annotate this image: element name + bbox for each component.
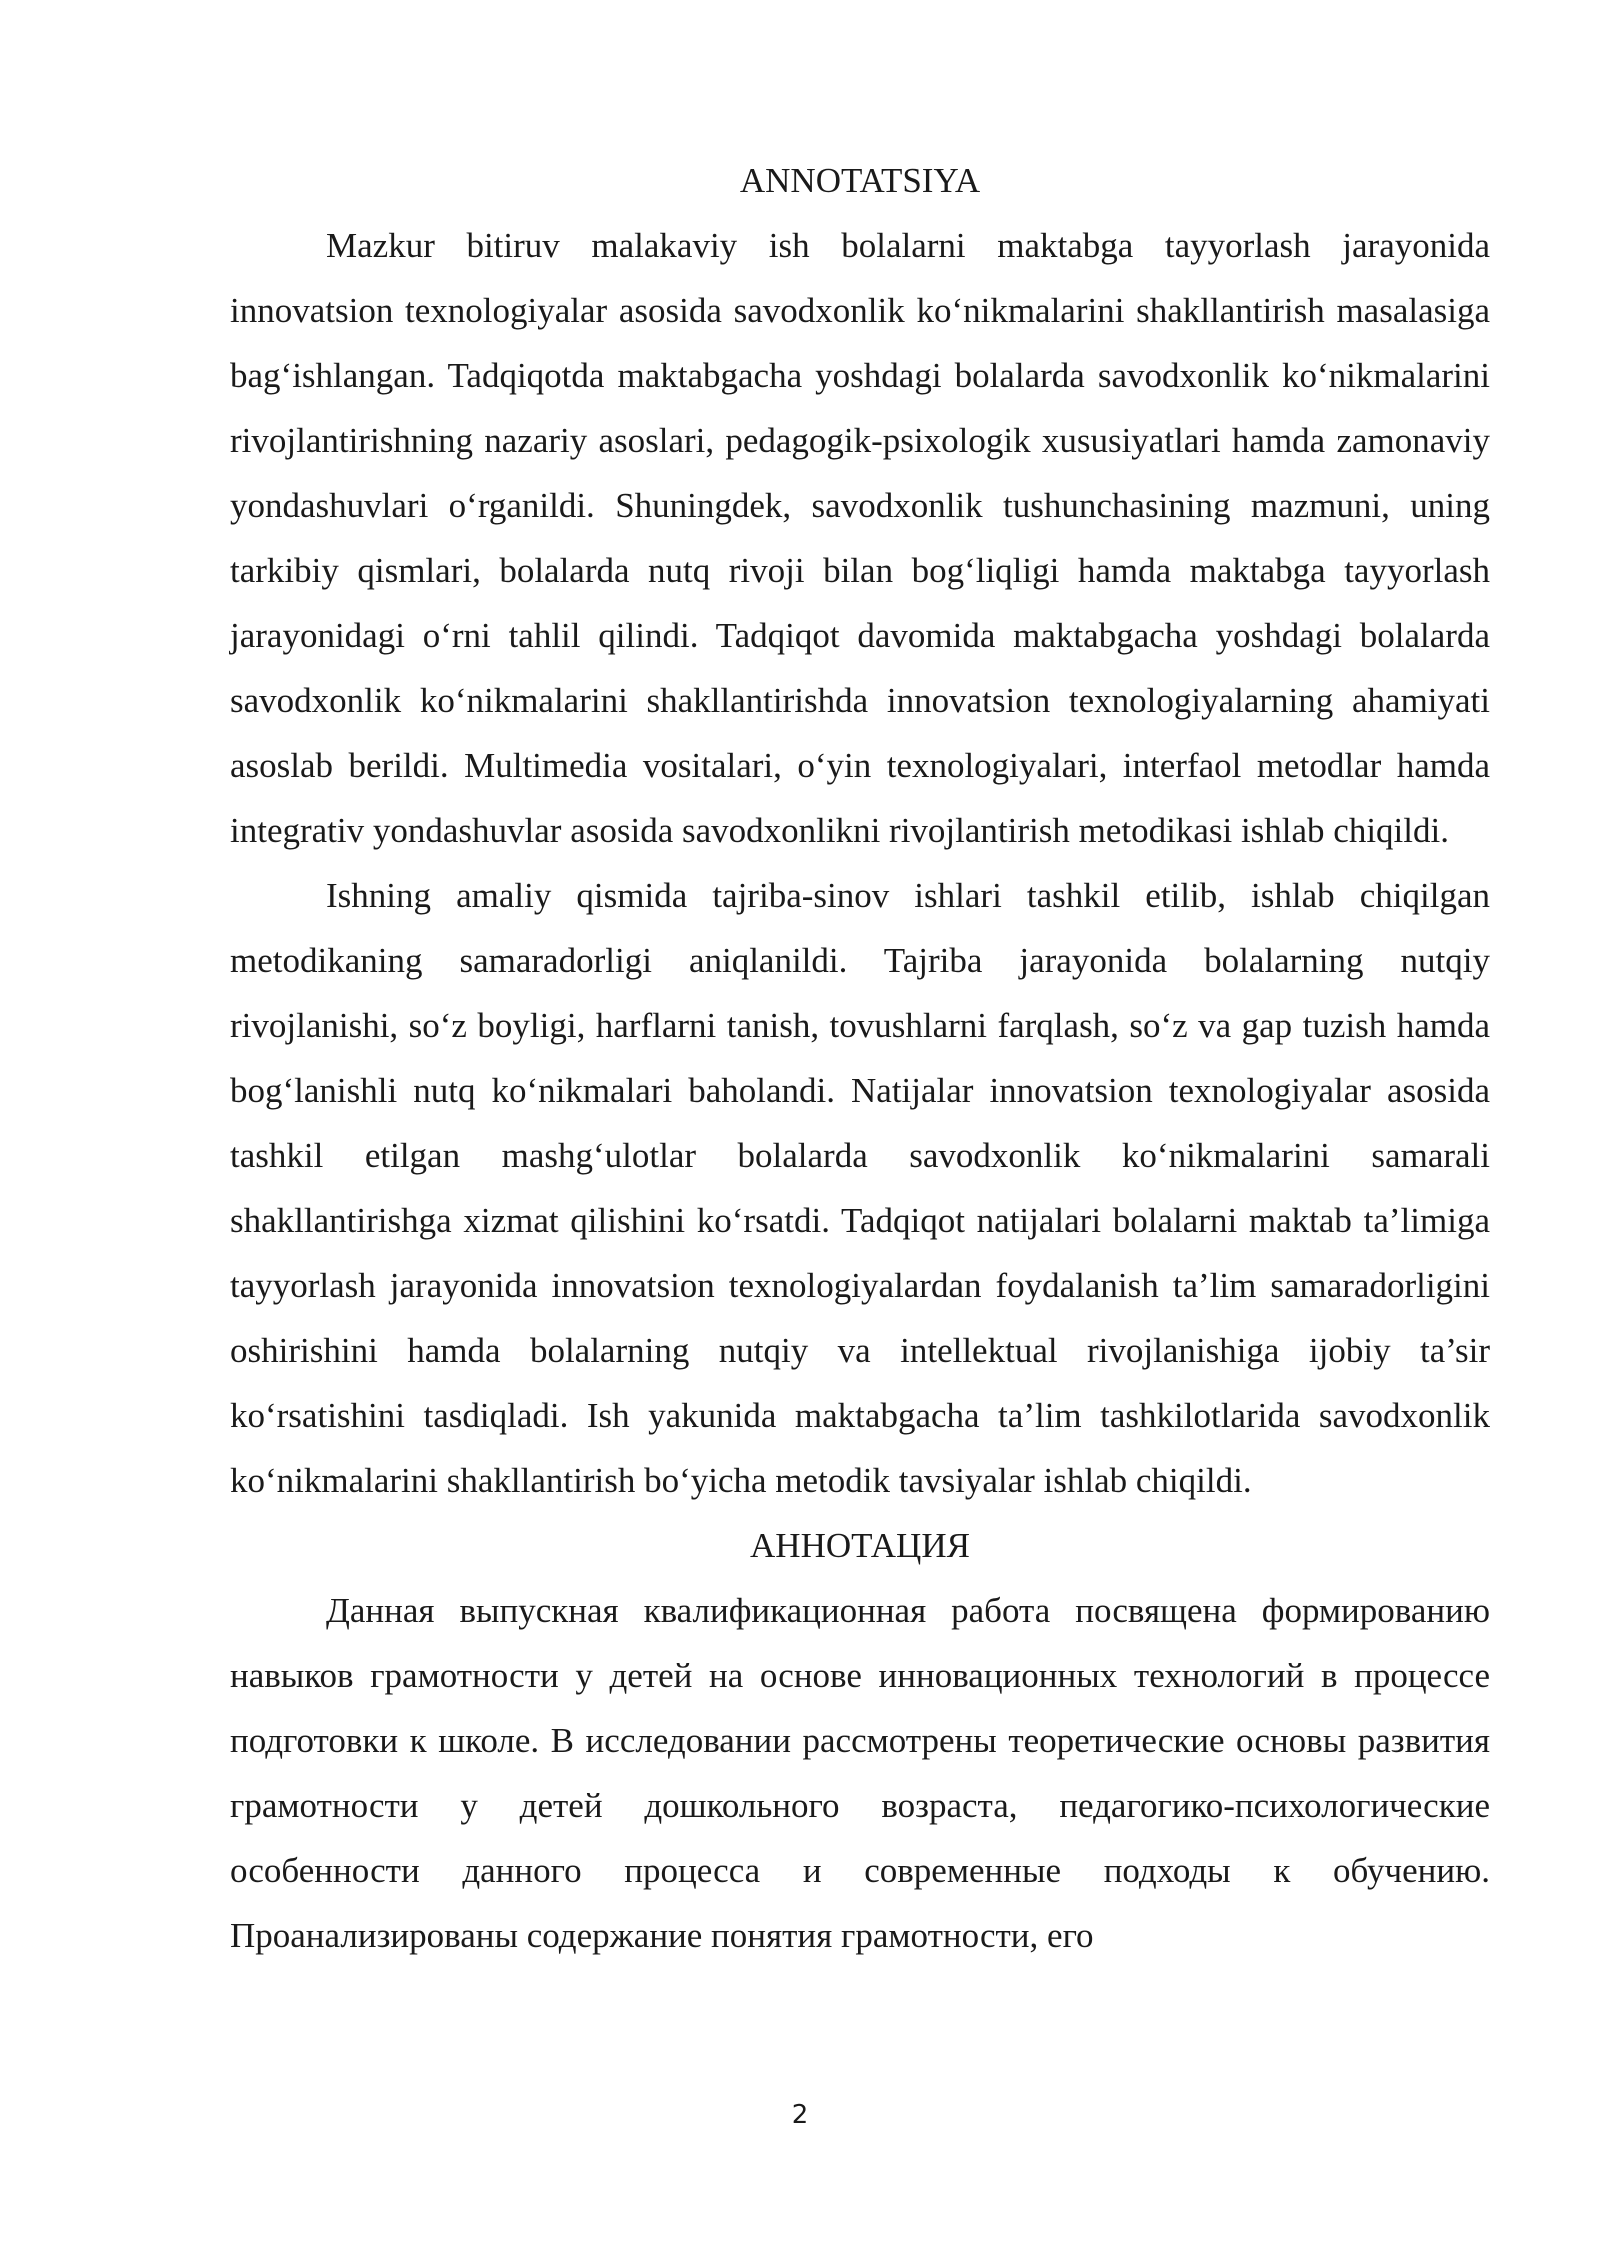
paragraph-uz-1: Mazkur bitiruv malakaviy ish bolalarni maktabga tayyorlash jarayonida innovatsion texnologiyalar asosida savodxonlik ko‘nikmalarini shakllantirish masalasiga bag‘ishlangan. Tadqiqotda maktabgacha yoshdagi bolalarda savodxonlik ko‘nikmalarini rivojlantirishning nazariy asoslari, pedagogik-psixologik xususiyatlari hamda zamonaviy yondashuvlari o‘rganildi. Shuningdek, savodxonlik tushunchasining mazmuni, uning tarkibiy qismlari, bolalarda nutq rivoji bilan bog‘liqligi hamda maktabga tayyorlash jarayonidagi o‘rni tahlil qilindi. Tadqiqot davomida maktabgacha yoshdagi bolalarda savodxonlik ko‘nikmalarini shakllantirishda innovatsion texnologiyalarning ahamiyati asoslab berildi. Multimedia vositalari, o‘yin texnologiyalari, interfaol metodlar hamda integrativ yondashuvlar asosida savodxonlikni rivojlantirish metodikasi ishlab chiqildi. xyxy=(230,226,1490,850)
document-page xyxy=(230,148,1490,1968)
paragraph-ru-1: Данная выпускная квалификационная работа посвящена формированию навыков грамотности у детей на основе инновационных технологий в процессе подготовки к школе. В исследовании рассмотрены теоретические основы развития грамотности у детей дошкольного возраста, педагогико-психологические особенности данного процесса и современные подходы к обучению. Проанализированы содержание понятия грамотности, его xyxy=(230,1591,1490,1955)
paragraph-uz-2: Ishning amaliy qismida tajriba-sinov ishlari tashkil etilib, ishlab chiqilgan metodikaning samaradorligi aniqlanildi. Tajriba jarayonida bolalarning nutqiy rivojlanishi, so‘z boyligi, harflarni tanish, tovushlarni farqlash, so‘z va gap tuzish hamda bog‘lanishli nutq ko‘nikmalari baholandi. Natijalar innovatsion texnologiyalar asosida tashkil etilgan mashg‘ulotlar bolalarda savodxonlik ko‘nikmalarini samarali shakllantirishga xizmat qilishini ko‘rsatdi. Tadqiqot natijalari bolalarni maktab ta’limiga tayyorlash jarayonida innovatsion texnologiyalardan foydalanish ta’lim samaradorligini oshirishini hamda bolalarning nutqiy va intellektual rivojlanishiga ijobiy ta’sir ko‘rsatishini tasdiqladi. Ish yakunida maktabgacha ta’lim tashkilotlarida savodxonlik ko‘nikmalarini shakllantirish bo‘yicha metodik tavsiyalar ishlab chiqildi. xyxy=(230,876,1490,1500)
heading-annotatsiya-ru: АННОТАЦИЯ xyxy=(750,1526,970,1565)
heading-annotatsiya: ANNOTATSIYA xyxy=(739,161,981,200)
page-number: 2 xyxy=(791,2100,809,2130)
